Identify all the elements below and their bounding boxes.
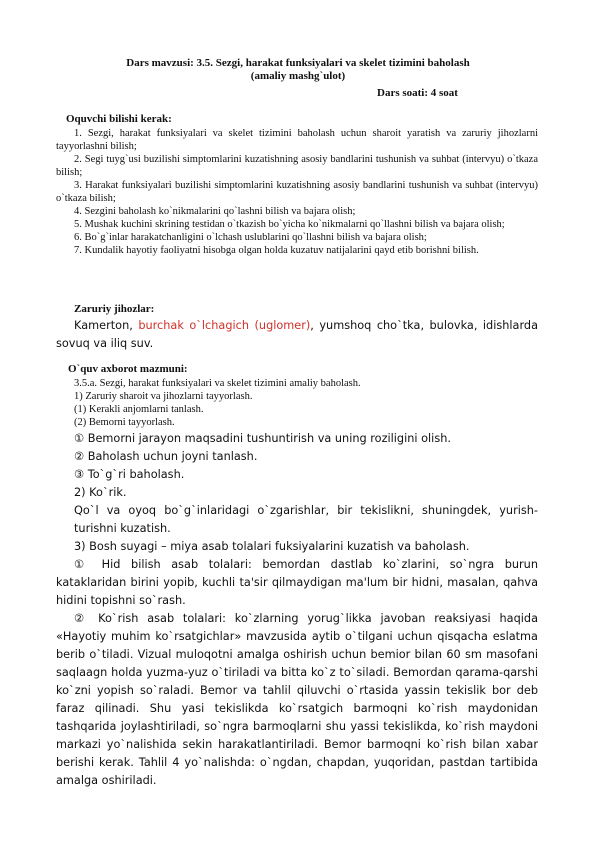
content-line: (1) Kerakli anjomlarni tanlash. [74,404,204,415]
list-item: 4. Sezgini baholash ko`nikmalarini qo`lashni bilish va bajara olish; [74,206,356,217]
vision-paragraph: ② Ko`rish asab tolalari: ko`zlarning yorug`likka javoban reaksiyasi haqida «Hayotiy muhim ko`rsatgichlar» mavzusida aytib o`tilgani uchun qisqacha eslatma berib o`tiladi. Vizual muloqotni amalga oshirish uchun bemior bilan 60 sm masofani saqlaagn holda yuzma-yuz o`tiriladi va bitta ko`z to`siladi. Bemordan qarama-qarshi ko`zni yopish so`raladi. Bemor va tahlil qiluvchi o`rtasida yassin tekislik bor deb faraz qilinadi. Shu yasi tekislikda ko`rsatgich barmoqni ko`rish maydonidan tashqarida joylashtiriladi, so`ngra barmoqlarni shu yassi tekislikda, ko`rish maydoni markazi yo`nalishida sekin harakatlantiriladi. Bemor barmoqni ko`rish bilan xabar berishi kerak. Tahlil 4 yo`nalishda: o`ngdan, chapdan, yuqoridan, pastdan tartibida amalga oshiriladi. [56,612,538,787]
equipment-text: Kamerton, [74,319,139,332]
step-item: ① Bemorni jarayon maqsadini tushuntirish va uning roziligini olish. [74,432,451,445]
smell-paragraph: ① Hid bilish asab tolalari: bemordan dastlab ko`zlarini, so`ngra burun kataklaridan birini yopib, kuchli ta'sir qilmaydigan ma'lum bir hidni, masalan, qahva hidini topishni so`rash. [56,558,538,607]
content-line: (2) Bemorni tayyorlash. [74,417,175,428]
lesson-title: Dars mavzusi: 3.5. Sezgi, harakat funksiyalari va skelet tizimini baholash [126,57,470,69]
step-item: ② Baholash uchun joyni tanlash. [74,450,258,463]
equipment-highlight: burchak o`lchagich (uglomer) [138,319,311,332]
list-item: 2. Segi tuyg`usi buzilishi simptomlarini kuzatishning asosiy bandlarini tushunish va suhbat (intervyu) o`tkaza bilish; [56,154,538,178]
lesson-subtitle: (amaliy mashg`ulot) [250,70,346,82]
section-heading-content: O`quv axborot mazmuni: [68,363,188,375]
korik-paragraph: Qo`l va oyoq bo`g`inlaridagi o`zgarishlar, bir tekislikni, shuningdek, yurish-turishni kuzatish. [74,504,538,535]
section-heading-equipment: Zaruriy jihozlar: [74,303,155,315]
content-line: 3.5.a. Sezgi, harakat funksiyalari va skelet tizimini amaliy baholash. [74,378,361,389]
content-intro-lines [56,377,538,429]
list-item: 6. Bo`g`inlar harakatchanligini o`lchash uslublarini qo`llashni bilish va bajara olish; [74,232,427,243]
section-heading-knowledge: Oquvchi bilishi kerak: [66,113,172,125]
lesson-hours: Dars soati: 4 soat [377,87,458,99]
list-item: 1. Sezgi, harakat funksiyalari va skelet tizimini baholash uchun sharoit yaratish va zaruriy jihozlarni tayyorlashni bilish; [56,128,538,152]
list-item: 3. Harakat funksiyalari buzilishi simptomlarini kuzatishning asosiy bandlarini tushunish va suhbat (intervyu) o`tkaza bilish; [56,180,538,204]
list-item: 7. Kundalik hayotiy faoliyatni hisobga olgan holda kuzatuv natijalarini qayd etib borishni bilish. [74,245,479,256]
bosh-line: 3) Bosh suyagi – miya asab tolalari fuksiyalarini kuzatish va baholash. [74,540,470,553]
equipment-paragraph [56,317,538,353]
list-item: 5. Mushak kuchini skrining testidan o`tkazish bo`yicha ko`nikmalarni qo`llashni bilish va bajara olish; [74,219,505,230]
korik-line: 2) Ko`rik. [74,486,127,499]
equipment-text-rest: , yumshoq cho`tka, bulovka, idishlarda sovuq va iliq suv. [56,319,539,350]
knowledge-list [56,127,538,257]
content-line: 1) Zaruriy sharoit va jihozlarni tayyorlash. [74,391,253,402]
step-item: ③ To`g`ri baholash. [74,468,185,481]
content-body [56,430,538,790]
